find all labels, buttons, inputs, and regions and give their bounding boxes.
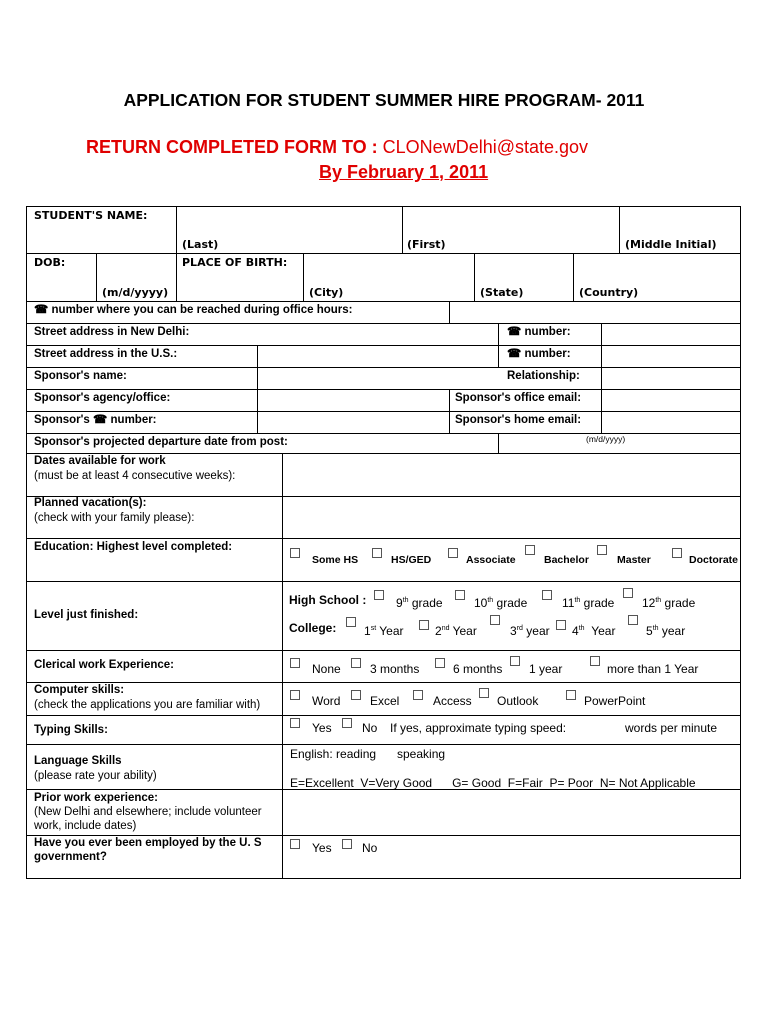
education-associate-label: Associate <box>466 554 516 566</box>
education-label: Education: Highest level completed: <box>34 541 233 553</box>
employed-no-option[interactable] <box>342 838 352 851</box>
departure-date-format: (m/d/yyyy) <box>586 434 626 444</box>
checkbox-icon <box>346 617 356 627</box>
clerical-6months-label: 6 months <box>453 662 503 676</box>
english-speaking-label: speaking <box>397 747 446 761</box>
computer-powerpoint-option[interactable] <box>566 689 576 702</box>
checkbox-icon <box>479 688 489 698</box>
checkbox-icon <box>597 545 607 555</box>
typing-speed-label: If yes, approximate typing speed: <box>390 721 567 735</box>
checkbox-icon <box>623 588 633 598</box>
college-year-5-label: 5th year <box>646 624 686 638</box>
college-year-3-label: 3rd year <box>510 624 550 638</box>
clerical-none-label: None <box>312 662 341 676</box>
computer-skills-label: Computer skills: <box>34 684 125 696</box>
checkbox-icon <box>342 718 352 728</box>
office-phone-label: ☎ number where you can be reached during office hours: <box>34 304 353 316</box>
college-year-2-option[interactable] <box>419 619 429 632</box>
checkbox-icon <box>351 690 361 700</box>
dates-available-field[interactable] <box>284 455 739 495</box>
clerical-3months-label: 3 months <box>370 662 420 676</box>
prior-work-note-1: (New Delhi and elsewhere; include volunteer <box>34 806 262 818</box>
clerical-1year-label: 1 year <box>529 662 563 676</box>
education-some-hs-label: Some HS <box>312 554 359 566</box>
college-year-1-label: 1st Year <box>364 624 404 638</box>
checkbox-icon <box>372 548 382 558</box>
place-of-birth-label: PLACE OF BIRTH: <box>182 256 288 269</box>
typing-yes-option[interactable] <box>290 717 300 730</box>
checkbox-icon <box>290 718 300 728</box>
typing-speed-field[interactable] <box>578 719 622 737</box>
education-hsged-option[interactable] <box>372 547 382 560</box>
checkbox-icon <box>628 615 638 625</box>
departure-date-label: Sponsor's projected departure date from post: <box>34 436 288 448</box>
grade-9-label: 9th grade <box>396 596 443 610</box>
checkbox-icon <box>374 590 384 600</box>
country-caption: (Country) <box>579 286 639 299</box>
vacation-field[interactable] <box>284 498 739 537</box>
education-some-hs-option[interactable] <box>290 547 300 560</box>
first-name-field[interactable] <box>404 208 617 236</box>
dates-available-label: Dates available for work <box>34 455 166 467</box>
checkbox-icon <box>510 656 520 666</box>
sponsor-office-email-label: Sponsor's office email: <box>455 392 582 404</box>
education-master-label: Master <box>617 554 651 566</box>
sponsor-number-label: Sponsor's ☎ number: <box>34 414 157 426</box>
us-number-field[interactable] <box>603 347 739 366</box>
deadline: By February 1, 2011 <box>319 162 489 182</box>
street-us-field[interactable] <box>259 347 496 366</box>
office-phone-field[interactable] <box>451 303 739 322</box>
education-bachelor-label: Bachelor <box>544 554 589 566</box>
language-skills-label: Language Skills <box>34 755 122 767</box>
words-per-minute-label: words per minute <box>625 721 718 735</box>
checkbox-icon <box>413 690 423 700</box>
dates-available-note: (must be at least 4 consecutive weeks): <box>34 470 236 482</box>
checkbox-icon <box>556 620 566 630</box>
street-delhi-field[interactable] <box>259 325 496 344</box>
checkbox-icon <box>290 658 300 668</box>
checkbox-icon <box>419 620 429 630</box>
street-delhi-label: Street address in New Delhi: <box>34 326 190 338</box>
prior-work-note-2: work, include dates) <box>34 820 137 832</box>
education-doctorate-option[interactable] <box>672 547 682 560</box>
departure-date-field[interactable] <box>500 435 739 452</box>
employed-yes-label: Yes <box>312 841 332 855</box>
checkbox-icon <box>525 545 535 555</box>
checkbox-icon <box>351 658 361 668</box>
college-year-5-option[interactable] <box>628 614 638 627</box>
checkbox-icon <box>490 615 500 625</box>
checkbox-icon <box>672 548 682 558</box>
english-reading-label: English: reading <box>290 747 377 761</box>
checkbox-icon <box>542 590 552 600</box>
state-caption: (State) <box>480 286 524 299</box>
middle-initial-field[interactable] <box>621 208 738 236</box>
computer-outlook-label: Outlook <box>497 694 539 708</box>
high-school-label: High School : <box>289 593 367 607</box>
street-us-label: Street address in the U.S.: <box>34 348 178 360</box>
checkbox-icon <box>455 590 465 600</box>
students-name-label: STUDENT'S NAME: <box>34 209 148 222</box>
dob-format: (m/d/yyyy) <box>102 286 169 299</box>
employed-yes-option[interactable] <box>290 838 300 851</box>
sponsor-home-email-field[interactable] <box>603 413 739 432</box>
last-name-field[interactable] <box>178 208 400 236</box>
college-year-3-option[interactable] <box>490 614 500 627</box>
checkbox-icon <box>448 548 458 558</box>
computer-access-option[interactable] <box>413 689 423 702</box>
computer-excel-option[interactable] <box>351 689 361 702</box>
education-hsged-label: HS/GED <box>391 554 432 566</box>
return-prefix: RETURN COMPLETED FORM TO : <box>86 137 378 157</box>
last-name-caption: (Last) <box>182 238 219 251</box>
level-finished-label: Level just finished: <box>34 609 139 621</box>
clerical-3months-option[interactable] <box>351 657 361 670</box>
clerical-label: Clerical work Experience: <box>34 659 174 671</box>
sponsor-agency-label: Sponsor's agency/office: <box>34 392 171 404</box>
dob-label: DOB: <box>34 256 66 269</box>
us-number-label: ☎ number: <box>507 348 571 360</box>
checkbox-icon <box>342 839 352 849</box>
clerical-none-option[interactable] <box>290 657 300 670</box>
education-bachelor-option[interactable] <box>525 544 535 557</box>
typing-no-label: No <box>362 721 378 735</box>
grade-10-label: 10th grade <box>474 596 528 610</box>
clerical-6months-option[interactable] <box>435 657 445 670</box>
telephone-icon: ☎ <box>507 326 522 338</box>
english-speaking-field[interactable] <box>450 746 510 762</box>
computer-word-option[interactable] <box>290 689 300 702</box>
first-name-caption: (First) <box>407 238 446 251</box>
computer-access-label: Access <box>433 694 472 708</box>
sponsor-name-field[interactable] <box>259 369 599 388</box>
sponsor-office-email-field[interactable] <box>603 391 739 410</box>
dob-field[interactable] <box>98 255 174 285</box>
sponsor-agency-field[interactable] <box>259 391 447 410</box>
typing-no-option[interactable] <box>342 717 352 730</box>
return-email: CLONewDelhi@state.gov <box>382 137 589 157</box>
computer-excel-label: Excel <box>370 694 400 708</box>
rating-legend: E=Excellent V=Very Good G= Good F=Fair P= Poor N= Not Applicable <box>290 776 696 790</box>
clerical-more-option[interactable] <box>590 655 600 668</box>
vacation-label: Planned vacation(s): <box>34 497 147 509</box>
computer-powerpoint-label: PowerPoint <box>584 694 646 708</box>
sponsor-name-label: Sponsor's name: <box>34 370 127 382</box>
employed-label-line2: government? <box>34 851 107 863</box>
language-skills-note: (please rate your ability) <box>34 770 157 782</box>
computer-outlook-option[interactable] <box>479 687 489 700</box>
vacation-note: (check with your family please): <box>34 512 195 524</box>
form-title: APPLICATION FOR STUDENT SUMMER HIRE PROGRAM- 2011 <box>123 90 645 110</box>
telephone-icon: ☎ <box>34 304 49 316</box>
clerical-1year-option[interactable] <box>510 655 520 668</box>
college-year-2-label: 2nd Year <box>435 624 477 638</box>
telephone-icon: ☎ <box>92 414 108 426</box>
grade-11-option[interactable] <box>542 589 552 602</box>
grade-9-option[interactable] <box>374 589 384 602</box>
prior-work-label: Prior work experience: <box>34 792 158 804</box>
city-caption: (City) <box>309 286 344 299</box>
checkbox-icon <box>435 658 445 668</box>
education-associate-option[interactable] <box>448 547 458 560</box>
clerical-more-label: more than 1 Year <box>607 662 699 676</box>
checkbox-icon <box>566 690 576 700</box>
college-year-4-option[interactable] <box>556 619 566 632</box>
relationship-field[interactable] <box>603 369 739 388</box>
computer-word-label: Word <box>312 694 341 708</box>
grade-12-option[interactable] <box>623 587 633 600</box>
prior-work-field[interactable] <box>284 791 739 834</box>
employed-no-label: No <box>362 841 378 855</box>
grade-10-option[interactable] <box>455 589 465 602</box>
college-year-1-option[interactable] <box>346 616 356 629</box>
sponsor-number-field[interactable] <box>259 413 447 432</box>
checkbox-icon <box>290 690 300 700</box>
typing-yes-label: Yes <box>312 721 332 735</box>
relationship-label: Relationship: <box>507 370 580 382</box>
return-instruction <box>86 137 588 158</box>
english-reading-field[interactable] <box>381 746 395 762</box>
checkbox-icon <box>290 839 300 849</box>
delhi-number-field[interactable] <box>603 325 739 344</box>
telephone-icon: ☎ <box>507 348 522 360</box>
college-label: College: <box>289 621 337 635</box>
sponsor-home-email-label: Sponsor's home email: <box>455 414 582 426</box>
employed-label-line1: Have you ever been employed by the U. S <box>34 837 262 849</box>
checkbox-icon <box>290 548 300 558</box>
education-doctorate-label: Doctorate <box>689 554 739 566</box>
middle-initial-caption: (Middle Initial) <box>625 238 717 251</box>
grade-11-label: 11th grade <box>562 596 615 610</box>
typing-skills-label: Typing Skills: <box>34 724 108 736</box>
computer-skills-note: (check the applications you are familiar with) <box>34 699 261 711</box>
college-year-4-label: 4th Year <box>572 624 616 638</box>
delhi-number-label: ☎ number: <box>507 326 571 338</box>
grade-12-label: 12th grade <box>642 596 696 610</box>
checkbox-icon <box>590 656 600 666</box>
education-master-option[interactable] <box>597 544 607 557</box>
